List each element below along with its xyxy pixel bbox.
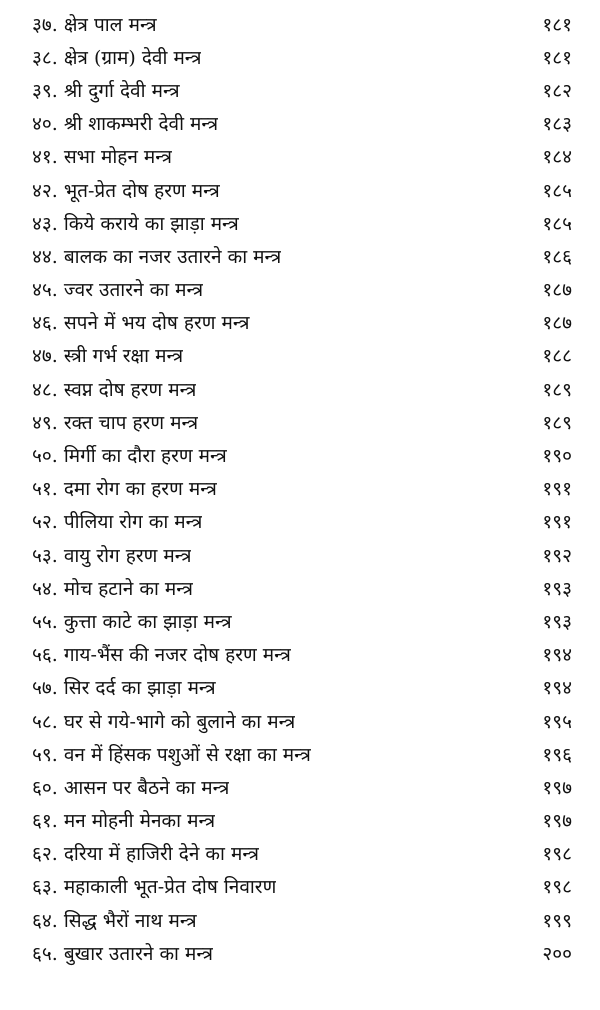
entry-title: मन मोहनी मेनका मन्त्र	[63, 810, 216, 833]
entry-title: रक्त चाप हरण मन्त्र	[63, 411, 199, 434]
entry-number: ५४.	[32, 577, 58, 600]
entry-number: ४९.	[32, 411, 58, 434]
entry-title: घर से गये-भागे को बुलाने का मन्त्र	[63, 710, 296, 733]
entry-number: ३८.	[32, 46, 58, 69]
table-of-contents	[32, 7, 572, 969]
entry-title: कुत्ता काटे का झाड़ा मन्त्र	[63, 610, 232, 633]
entry-title: सिर दर्द का झाड़ा मन्त्र	[63, 677, 216, 700]
entry-number: ४६.	[32, 312, 58, 335]
entry-page-number: १८२	[542, 79, 572, 102]
entry-text	[32, 409, 198, 435]
entry-number: ४१.	[32, 146, 58, 169]
entry-page-number: १९६	[542, 743, 572, 766]
entry-text	[32, 77, 180, 103]
toc-entry	[32, 73, 572, 106]
entry-number: ४८.	[32, 378, 58, 401]
entry-number: ४७.	[32, 345, 58, 368]
entry-text	[32, 575, 193, 601]
toc-entry	[32, 173, 572, 206]
entry-number: ६५.	[32, 942, 58, 965]
entry-page-number: १८३	[542, 113, 572, 136]
toc-entry	[32, 7, 572, 40]
entry-text	[32, 708, 295, 734]
entry-page-number: १८७	[542, 312, 572, 335]
entry-page-number: १९८	[542, 876, 572, 899]
entry-text	[32, 940, 213, 966]
entry-number: ५५.	[32, 610, 58, 633]
toc-entry	[32, 804, 572, 837]
toc-entry	[32, 273, 572, 306]
entry-page-number: १८१	[542, 46, 572, 69]
entry-page-number: १८७	[542, 279, 572, 302]
toc-entry	[32, 870, 572, 903]
toc-entry	[32, 239, 572, 272]
entry-number: ४४.	[32, 245, 58, 268]
entry-title: बुखार उतारने का मन्त्र	[63, 942, 214, 965]
entry-page-number: १९०	[542, 445, 572, 468]
entry-title: ज्वर उतारने का मन्त्र	[63, 279, 204, 302]
entry-title: वायु रोग हरण मन्त्र	[63, 544, 192, 567]
toc-entry	[32, 770, 572, 803]
entry-number: ५०.	[32, 445, 58, 468]
toc-entry	[32, 936, 572, 969]
toc-entry	[32, 339, 572, 372]
entry-text	[32, 508, 202, 534]
toc-entry	[32, 472, 572, 505]
entry-number: ५७.	[32, 677, 58, 700]
entry-number: ६०.	[32, 776, 58, 799]
entry-title: भूत-प्रेत दोष हरण मन्त्र	[63, 179, 220, 202]
toc-entry	[32, 206, 572, 239]
entry-number: ५२.	[32, 511, 58, 534]
toc-entry	[32, 538, 572, 571]
entry-text	[32, 840, 259, 866]
entry-title: दमा रोग का हरण मन्त्र	[63, 478, 217, 501]
toc-entry	[32, 40, 572, 73]
entry-number: ६३.	[32, 876, 58, 899]
entry-number: ५९.	[32, 743, 58, 766]
toc-entry	[32, 638, 572, 671]
entry-text	[32, 741, 311, 767]
toc-entry	[32, 737, 572, 770]
entry-title: क्षेत्र (ग्राम) देवी मन्त्र	[63, 46, 202, 69]
toc-entry	[32, 372, 572, 405]
toc-entry	[32, 571, 572, 604]
entry-number: ६१.	[32, 810, 58, 833]
entry-title: गाय-भैंस की नजर दोष हरण मन्त्र	[63, 644, 291, 667]
entry-page-number: १८५	[542, 179, 572, 202]
entry-text	[32, 210, 239, 236]
entry-page-number: १९५	[542, 710, 572, 733]
toc-entry	[32, 903, 572, 936]
entry-text	[32, 243, 281, 269]
entry-number: ६२.	[32, 843, 58, 866]
toc-entry	[32, 671, 572, 704]
entry-number: ३७.	[32, 13, 58, 36]
entry-title: स्त्री गर्भ रक्षा मन्त्र	[63, 345, 184, 368]
entry-page-number: १९२	[542, 544, 572, 567]
entry-number: ४५.	[32, 279, 58, 302]
entry-page-number: १९८	[542, 843, 572, 866]
entry-page-number: १९९	[542, 909, 572, 932]
toc-entry	[32, 438, 572, 471]
entry-page-number: १९१	[542, 511, 572, 534]
entry-text	[32, 44, 201, 70]
entry-number: ६४.	[32, 909, 58, 932]
entry-number: ५८.	[32, 710, 58, 733]
entry-text	[32, 641, 291, 667]
entry-text	[32, 907, 197, 933]
toc-entry	[32, 505, 572, 538]
toc-entry	[32, 604, 572, 637]
entry-page-number: १८९	[542, 411, 572, 434]
entry-text	[32, 177, 220, 203]
entry-text	[32, 674, 216, 700]
entry-title: स्वप्न दोष हरण मन्त्र	[63, 378, 197, 401]
entry-title: क्षेत्र पाल मन्त्र	[63, 13, 157, 36]
entry-page-number: १८१	[542, 13, 572, 36]
entry-text	[32, 774, 229, 800]
entry-page-number: १९३	[542, 577, 572, 600]
entry-title: सपने में भय दोष हरण मन्त्र	[63, 312, 250, 335]
entry-page-number: १८५	[542, 212, 572, 235]
entry-text	[32, 376, 196, 402]
entry-title: सभा मोहन मन्त्र	[63, 146, 172, 169]
entry-page-number: १९१	[542, 478, 572, 501]
toc-entry	[32, 704, 572, 737]
entry-title: मोच हटाने का मन्त्र	[63, 577, 193, 600]
entry-title: सिद्ध भैरों नाथ मन्त्र	[63, 909, 197, 932]
entry-text	[32, 309, 250, 335]
entry-title: श्री शाकम्भरी देवी मन्त्र	[63, 113, 219, 136]
toc-entry	[32, 140, 572, 173]
entry-number: ५६.	[32, 644, 58, 667]
toc-entry	[32, 837, 572, 870]
entry-page-number: २००	[542, 942, 572, 965]
entry-page-number: १९७	[542, 776, 572, 799]
entry-text	[32, 873, 276, 899]
entry-page-number: १८८	[542, 345, 572, 368]
entry-text	[32, 475, 217, 501]
entry-page-number: १८९	[542, 378, 572, 401]
entry-text	[32, 608, 232, 634]
entry-title: दरिया में हाजिरी देने का मन्त्र	[63, 843, 259, 866]
entry-text	[32, 143, 172, 169]
entry-number: ४०.	[32, 113, 58, 136]
entry-page-number: १८४	[542, 146, 572, 169]
entry-number: ४२.	[32, 179, 58, 202]
entry-title: वन में हिंसक पशुओं से रक्षा का मन्त्र	[63, 743, 311, 766]
entry-title: श्री दुर्गा देवी मन्त्र	[63, 79, 180, 102]
toc-entry	[32, 405, 572, 438]
entry-text	[32, 807, 215, 833]
entry-title: आसन पर बैठने का मन्त्र	[63, 776, 230, 799]
entry-title: पीलिया रोग का मन्त्र	[63, 511, 203, 534]
entry-page-number: १९३	[542, 610, 572, 633]
entry-text	[32, 342, 183, 368]
entry-page-number: १८६	[542, 245, 572, 268]
entry-number: ५१.	[32, 478, 58, 501]
entry-number: ४३.	[32, 212, 58, 235]
entry-text	[32, 442, 227, 468]
entry-page-number: १९४	[542, 644, 572, 667]
entry-text	[32, 110, 218, 136]
entry-number: ३९.	[32, 79, 58, 102]
entry-title: किये कराये का झाड़ा मन्त्र	[63, 212, 239, 235]
entry-page-number: १९७	[542, 810, 572, 833]
entry-text	[32, 542, 191, 568]
toc-entry	[32, 306, 572, 339]
entry-number: ५३.	[32, 544, 58, 567]
entry-title: महाकाली भूत-प्रेत दोष निवारण	[63, 876, 277, 899]
entry-title: बालक का नजर उतारने का मन्त्र	[63, 245, 282, 268]
entry-text	[32, 11, 157, 37]
entry-text	[32, 276, 203, 302]
toc-entry	[32, 107, 572, 140]
entry-page-number: १९४	[542, 677, 572, 700]
entry-title: मिर्गी का दौरा हरण मन्त्र	[63, 445, 227, 468]
